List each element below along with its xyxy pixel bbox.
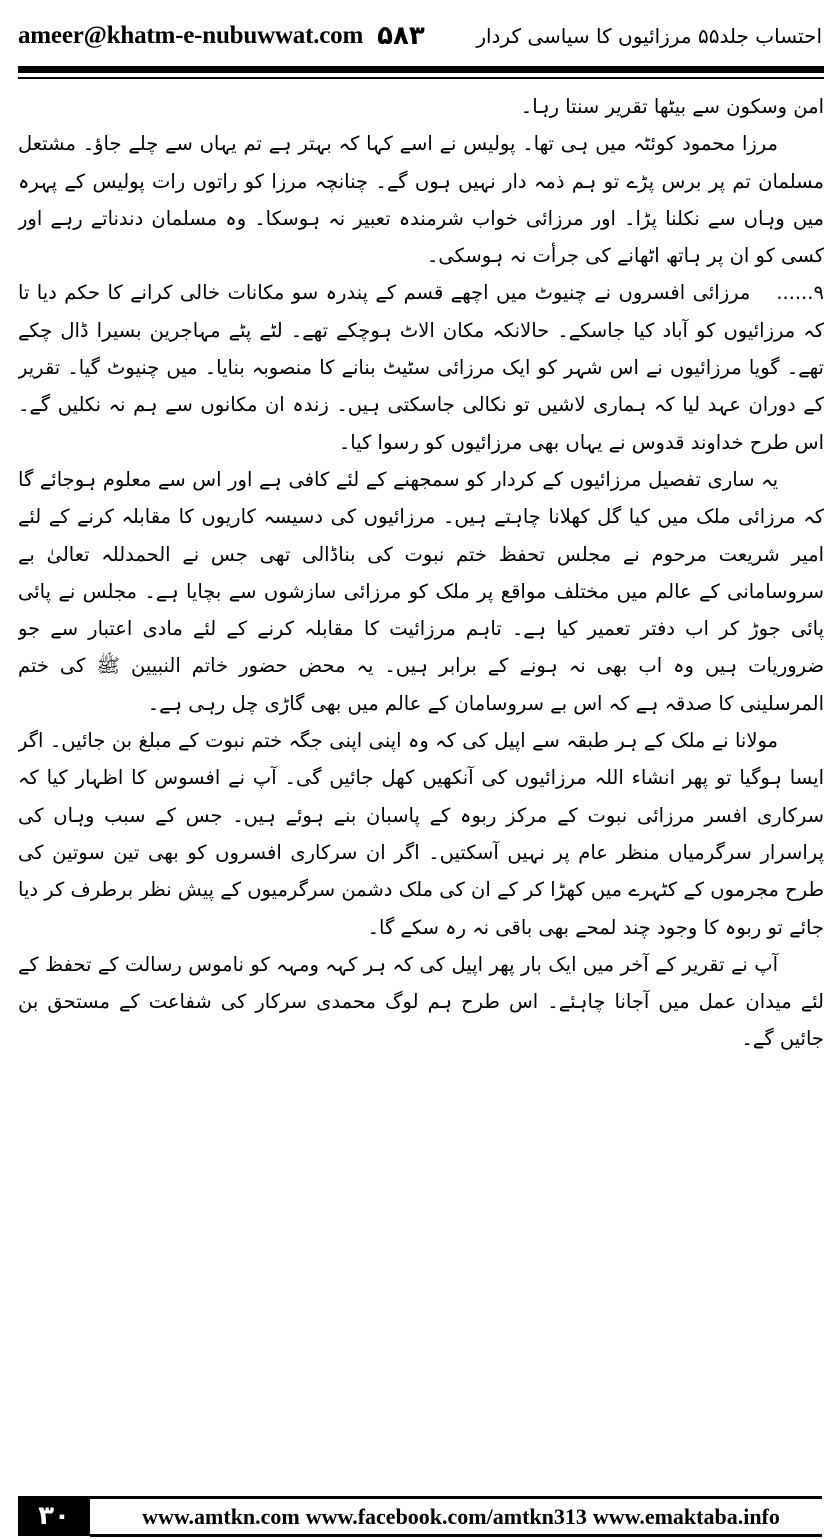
footer-link-facebook[interactable]: www.facebook.com/amtkn313: [305, 1504, 587, 1529]
header-page-number: ۵۸۳: [377, 21, 425, 51]
footer-links: [100, 1501, 822, 1533]
header-email[interactable]: ameer@khatm-e-nubuwwat.com: [18, 22, 364, 49]
running-title: احتساب جلد۵۵ مرزائیوں کا سیاسی کردار: [476, 24, 822, 48]
footer-rule-top: [90, 1496, 822, 1499]
footer-page-number: ۳۰: [18, 1496, 90, 1536]
page-header: [18, 14, 822, 58]
paragraph-5: مولانا نے ملک کے ہر طبقہ سے اپیل کی کہ وہ اپنی اپنی جگہ ختم نبوت کے مبلغ بن جائیں۔ اگر ایسا ہوگیا تو پھر انشاء اللہ مرزائیوں کی آنکھیں کھل جائیں گی۔ آپ نے افسوس کا اظہار کیا کہ سرکاری افسر مرزائی نبوت کے مرکز ربوہ کے پاسبان بنے ہوئے ہیں۔ جس کے سبب وہاں کی پراسرار سرگرمیاں منظر عام پر نہیں آسکتیں۔ اگر ان سرکاری افسروں کو بھی تین سوتین کی طرح مجرموں کے کٹہرے میں کھڑا کر کے ان کی ملک دشمن سرگرمیوں کے پیش نظر برطرف کر دیا جائے تو ربوہ کا وجود چند لمحے بھی باقی نہ رہ سکے گا۔: [18, 729, 824, 939]
item-number: ۹......: [776, 281, 824, 305]
page-footer: [0, 1494, 840, 1540]
paragraph-3-text: مرزائی افسروں نے چنیوٹ میں اچھے قسم کے پندرہ سو مکانات خالی کرانے کا حکم دیا تا کہ مرزائیوں کو آباد کیا جاسکے۔ حالانکہ مکان الاٹ ہوچکے تھے۔ لٹے پٹے مہاجرین بسیرا ڈال چکے تھے۔ گویا مرزائیوں نے اس شہر کو ایک مرزائی سٹیٹ بنانے کا منصوبہ بنایا۔ میں چنیوٹ گیا۔ تقریر کے دوران عہد لیا کہ ہماری لاشیں تو نکالی جاسکتی ہیں۔ زندہ ان مکانوں سے ہم نہ نکلیں گے۔ اس طرح خداوند قدوس نے یہاں بھی مرزائیوں کو رسوا کیا۔: [18, 281, 824, 454]
header-left: [18, 21, 425, 51]
header-rule-thin: [18, 77, 824, 79]
footer-link-emaktaba[interactable]: www.emaktaba.info: [592, 1504, 780, 1529]
header-rule-thick: [18, 66, 824, 73]
paragraph-3: [18, 274, 824, 460]
paragraph-6: آپ نے تقریر کے آخر میں ایک بار پھر اپیل کی کہ ہر کہہ ومہہ کو ناموس رسالت کے تحفظ کے لئے میدان عمل میں آجانا چاہئے۔ اس طرح ہم لوگ محمدی سرکار کی شفاعت کے مستحق بن جائیں گے۔: [18, 952, 824, 1051]
footer-link-amtkn[interactable]: www.amtkn.com: [142, 1504, 300, 1529]
paragraph-2: مرزا محمود کوئٹہ میں ہی تھا۔ پولیس نے اسے کہا کہ بہتر ہے تم یہاں سے چلے جاؤ۔ مشتعل مسلمان تم پر برس پڑے تو ہم ذمہ دار نہیں ہوں گے۔ چنانچہ مرزا کو راتوں رات پولیس کے پہرہ میں وہاں سے نکلنا پڑا۔ اور مرزائی خواب شرمندہ تعبیر نہ ہوسکا۔ وہ مسلمان دندناتے رہے اور کسی کو ان پر ہاتھ اٹھانے کی جرأت نہ ہوسکی۔: [18, 132, 824, 268]
paragraph-1: امن وسکون سے بیٹھا تقریر سنتا رہا۔: [520, 95, 824, 118]
footer-rule-bottom: [90, 1534, 822, 1537]
paragraph-4: یہ ساری تفصیل مرزائیوں کے کردار کو سمجھنے کے لئے کافی ہے اور اس سے معلوم ہوجائے گا کہ مرزائی ملک میں کیا گل کھلانا چاہتے ہیں۔ مرزائیوں کی دسیسہ کاریوں کا مقابلہ کرنے کے لئے امیر شریعت مرحوم نے مجلس تحفظ ختم نبوت کی بناڈالی تھی جس نے الحمدللہ تعالیٰ بے سروسامانی کے عالم میں مختلف مواقع پر ملک کو مرزائی سازشوں سے بچایا ہے۔ مجلس نے پائی پائی جوڑ کر اب دفتر تعمیر کیا ہے۔ تاہم مرزائیت کا مقابلہ کرنے کے لئے مادی اعتبار سے جو ضروریات ہیں وہ اب بھی نہ ہونے کے برابر ہیں۔ یہ محض حضور خاتم النبیین ﷺ کی ختم المرسلینی کا صدقہ ہے کہ اس بے سروسامان کے عالم میں بھی گاڑی چل رہی ہے۔: [18, 467, 824, 715]
article-body: [18, 88, 824, 1483]
